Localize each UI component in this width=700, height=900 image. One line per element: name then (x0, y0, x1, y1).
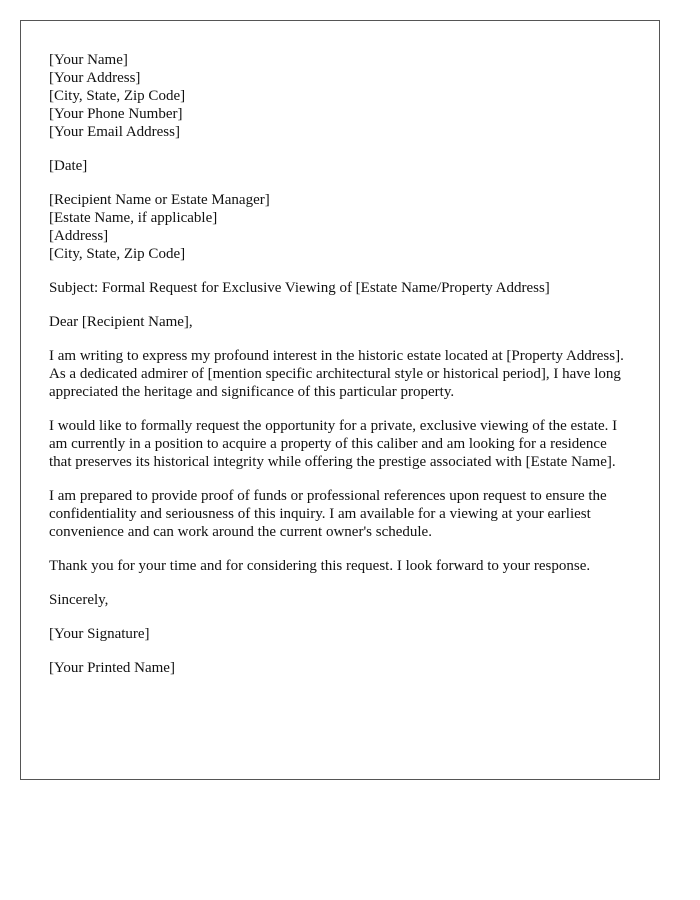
signature: [Your Signature] (49, 626, 150, 642)
sender-name: [Your Name] (49, 52, 128, 68)
sender-email: [Your Email Address] (49, 124, 180, 140)
body-paragraph-2: I would like to formally request the opportunity for a private, exclusive viewing of the estate. I am currently in a position to acquire a property of this caliber and am looking for a residence that preserves its historical integrity while offering the prestige associated with [Estate Name]. (49, 418, 618, 470)
recipient-block (49, 191, 631, 263)
salutation: Dear [Recipient Name], (49, 314, 193, 330)
recipient-city-state-zip: [City, State, Zip Code] (49, 246, 186, 262)
sender-phone: [Your Phone Number] (49, 106, 183, 122)
letter-page (20, 20, 660, 780)
sender-block (49, 51, 631, 141)
date-line: [Date] (49, 158, 88, 174)
closing: Sincerely, (49, 592, 109, 608)
sender-address: [Your Address] (49, 70, 141, 86)
sender-city-state-zip: [City, State, Zip Code] (49, 88, 186, 104)
subject-line: Subject: Formal Request for Exclusive Viewing of [Estate Name/Property Address] (49, 280, 550, 296)
recipient-address: [Address] (49, 228, 109, 244)
body-paragraph-3: I am prepared to provide proof of funds or professional references upon request to ensure the confidentiality and seriousness of this inquiry. I am available for a viewing at your earliest convenience and can work around the current owner's schedule. (49, 488, 607, 540)
body-paragraph-1: I am writing to express my profound interest in the historic estate located at [Property Address]. As a dedicated admirer of [mention specific architectural style or historical period], I have long appreciated the heritage and significance of this particular property. (49, 348, 624, 400)
recipient-name: [Recipient Name or Estate Manager] (49, 192, 270, 208)
printed-name: [Your Printed Name] (49, 660, 175, 676)
body-paragraph-4: Thank you for your time and for considering this request. I look forward to your response. (49, 558, 591, 574)
recipient-estate-name: [Estate Name, if applicable] (49, 210, 218, 226)
